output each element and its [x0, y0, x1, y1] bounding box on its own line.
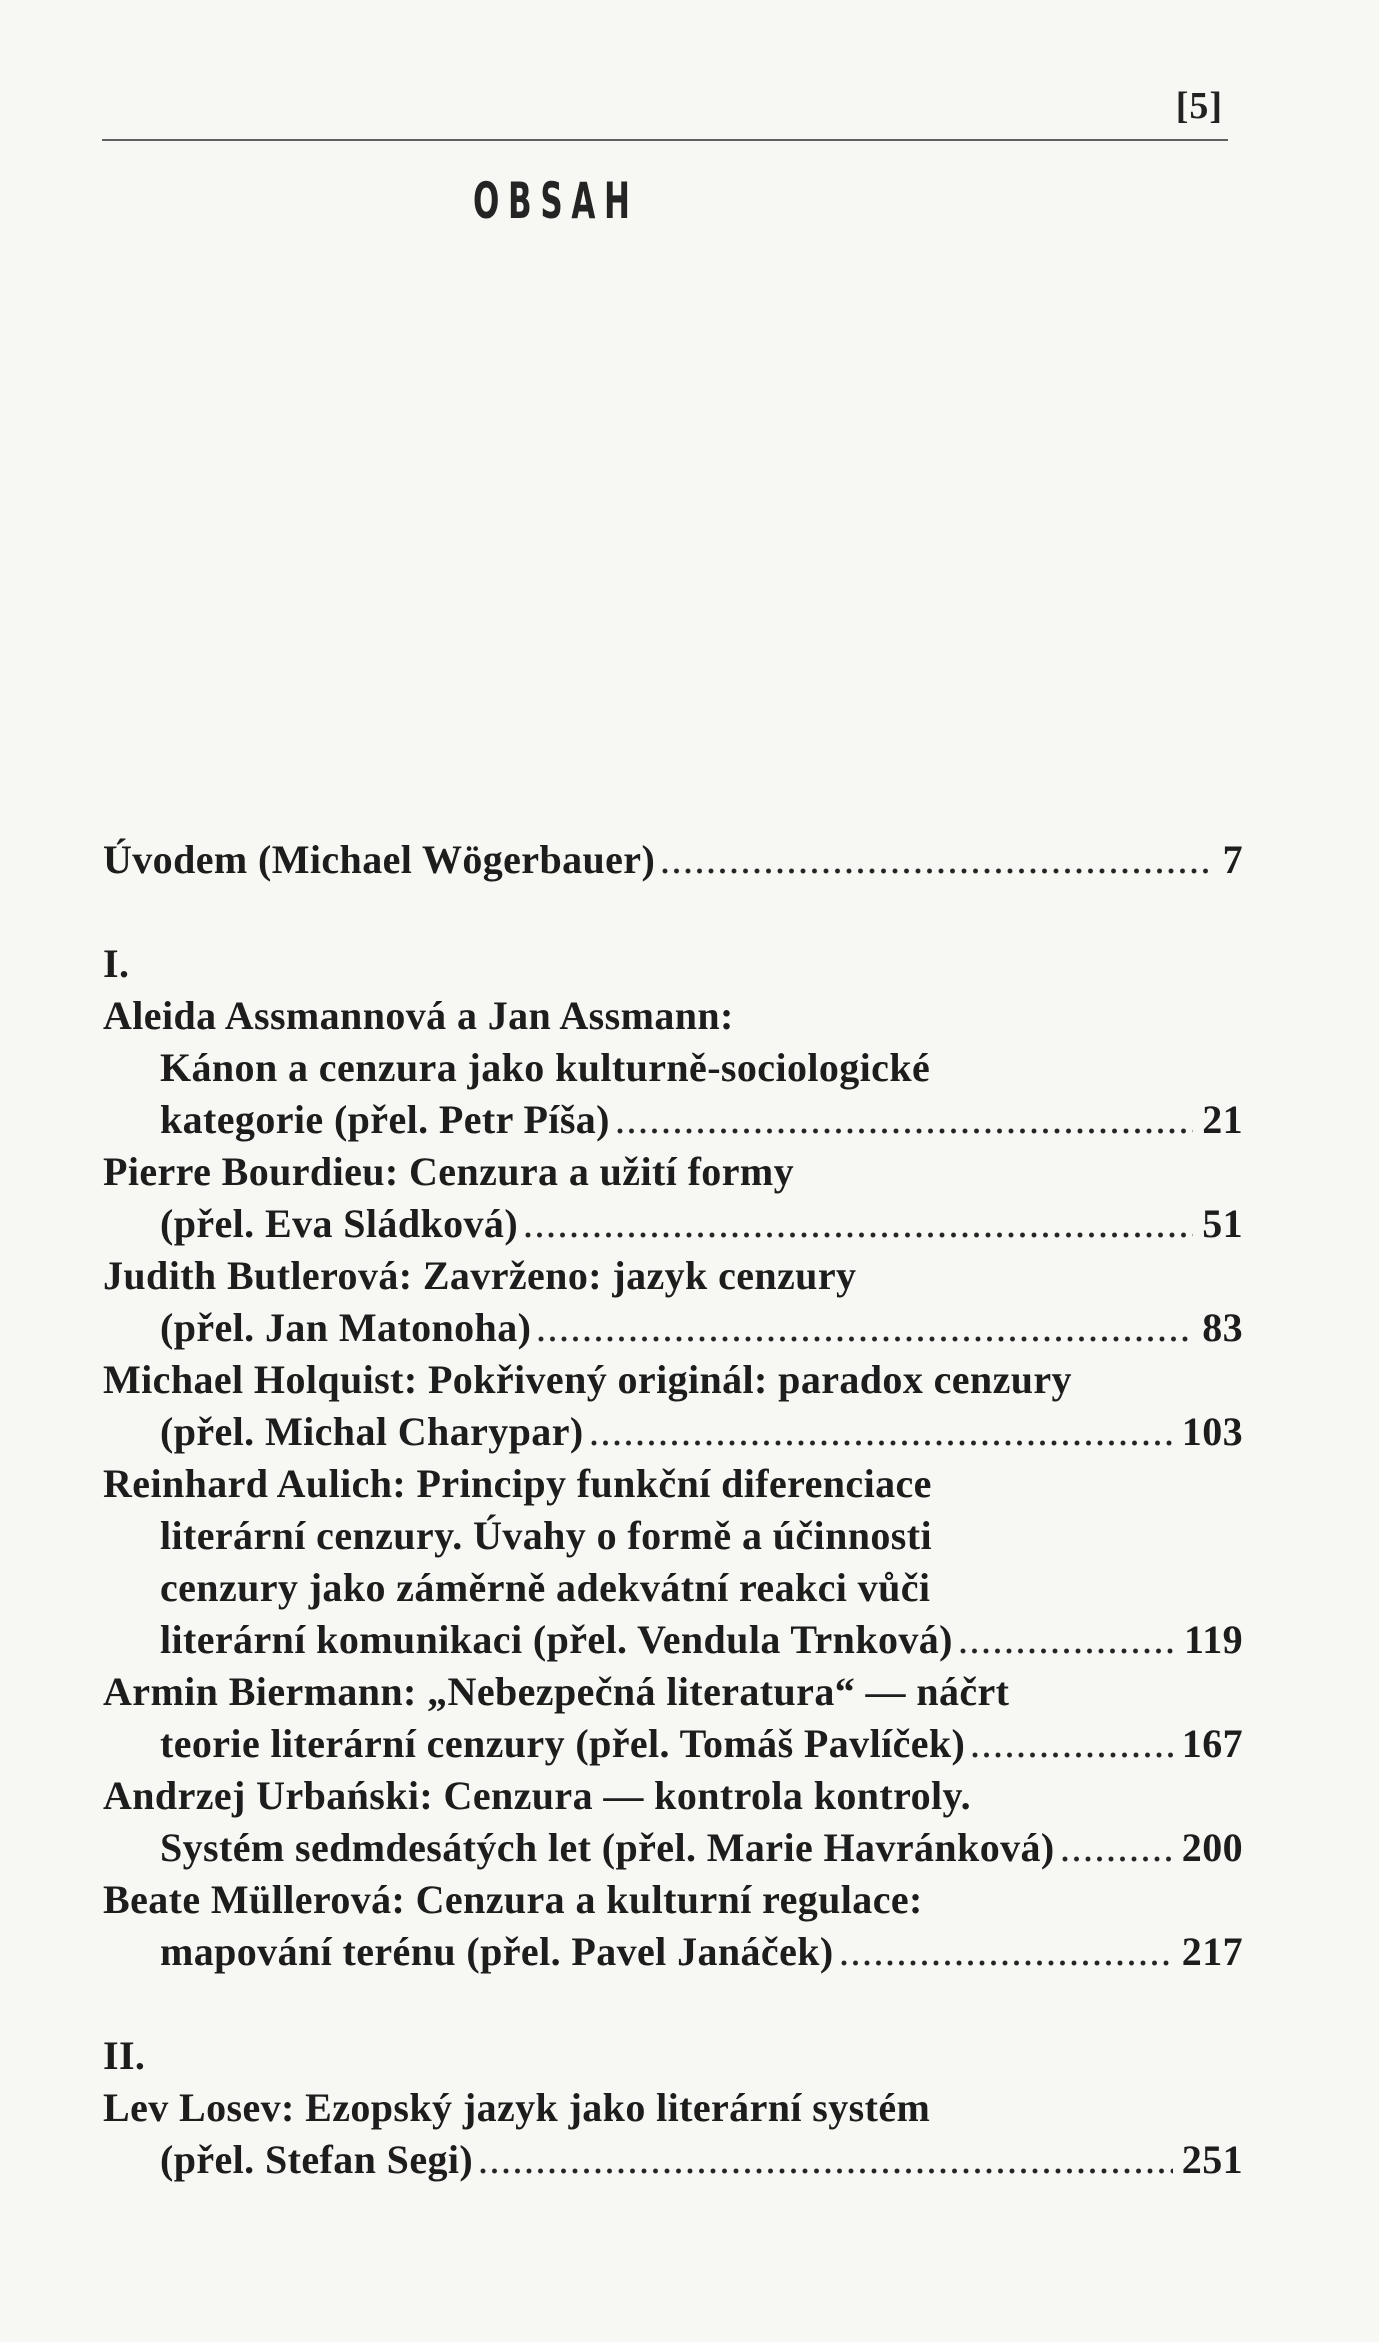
toc-entry-line: Lev Losev: Ezopský jazyk jako literární systém [103, 2085, 931, 2130]
toc-entry-line [103, 1094, 1243, 1146]
toc-entry [103, 990, 1243, 1146]
toc-entry [103, 1666, 1243, 1770]
toc-entry-text: (přel. Eva Sládková) [160, 1201, 519, 1246]
toc-entry-line: literární cenzury. Úvahy o formě a účinnosti [160, 1513, 932, 1558]
toc-entry [103, 1458, 1243, 1666]
dot-leader [538, 1336, 1193, 1342]
toc-entry-text: literární komunikaci (přel. Vendula Trnková) [160, 1617, 953, 1662]
toc-entry-text: Systém sedmdesátých let (přel. Marie Havránková) [160, 1825, 1055, 1870]
toc-entry [103, 1146, 1243, 1250]
dot-leader [617, 1128, 1193, 1134]
toc-entry-line: Aleida Assmannová a Jan Assmann: [103, 993, 734, 1038]
toc-entry-text: kategorie (přel. Petr Píša) [160, 1097, 610, 1142]
toc-entry-line: cenzury jako záměrně adekvátní reakci vůči [160, 1565, 931, 1610]
toc-entry-line [103, 1614, 1243, 1666]
dot-leader [841, 1960, 1173, 1966]
toc-entry-line [103, 1926, 1243, 1978]
page-number-folio: [5] [1175, 85, 1223, 127]
toc-entry-text: (přel. Stefan Segi) [160, 2137, 474, 2182]
toc-entry-line [103, 1822, 1243, 1874]
toc-entry-line: Judith Butlerová: Zavrženo: jazyk cenzury [103, 1253, 857, 1298]
dot-leader [1062, 1856, 1173, 1862]
toc-entry-text: teorie literární cenzury (přel. Tomáš Pavlíček) [160, 1721, 966, 1766]
toc-entry-line [103, 1302, 1243, 1354]
toc-entry-line: Kánon a cenzura jako kulturně-sociologické [160, 1045, 931, 1090]
toc-page-number: 251 [1181, 2137, 1243, 2182]
toc-page-number: 51 [1202, 1201, 1243, 1246]
dot-leader [960, 1648, 1175, 1654]
toc-page-number: 217 [1181, 1929, 1243, 1974]
toc-page-number: 167 [1181, 1721, 1243, 1766]
toc-page-number: 103 [1181, 1409, 1243, 1454]
page-title: OBSAH [473, 172, 639, 230]
toc-entry-line: Andrzej Urbański: Cenzura — kontrola kontroly. [103, 1773, 972, 1818]
toc-entry-line [103, 1198, 1243, 1250]
toc-entry-line: Pierre Bourdieu: Cenzura a užití formy [103, 1149, 794, 1194]
toc-page-number: 119 [1184, 1617, 1243, 1662]
table-of-contents [103, 834, 1243, 2186]
section-label: I. [103, 941, 130, 986]
toc-page-number: 200 [1181, 1825, 1243, 1870]
dot-leader [662, 868, 1213, 874]
toc-entry-text: (přel. Jan Matonoha) [160, 1305, 532, 1350]
toc-page-number: 83 [1202, 1305, 1243, 1350]
toc-page-number: 21 [1202, 1097, 1243, 1142]
toc-entry [103, 1250, 1243, 1354]
toc-entry [103, 1770, 1243, 1874]
dot-leader [972, 1752, 1173, 1758]
toc-entry-line [103, 1406, 1243, 1458]
toc-entry-line [103, 1718, 1243, 1770]
toc-entry-line: Reinhard Aulich: Principy funkční diferenciace [103, 1461, 932, 1506]
toc-entry-line [103, 834, 1243, 886]
toc-entry-text: Úvodem (Michael Wögerbauer) [103, 837, 656, 882]
header-rule [102, 139, 1228, 141]
toc-entry-line [103, 2134, 1243, 2186]
toc-entry-text: mapování terénu (přel. Pavel Janáček) [160, 1929, 834, 1974]
toc-entry-text: (přel. Michal Charypar) [160, 1409, 584, 1454]
dot-leader [525, 1232, 1193, 1238]
toc-entry [103, 2082, 1243, 2186]
toc-entry-line: Michael Holquist: Pokřivený originál: paradox cenzury [103, 1357, 1072, 1402]
dot-leader [591, 1440, 1173, 1446]
section-label: II. [103, 2033, 146, 2078]
toc-entry-line: Armin Biermann: „Nebezpečná literatura“ — náčrt [103, 1669, 1010, 1714]
toc-entry [103, 1874, 1243, 1978]
toc-entry-line: Beate Müllerová: Cenzura a kulturní regulace: [103, 1877, 923, 1922]
toc-entry [103, 1354, 1243, 1458]
toc-page-number: 7 [1222, 837, 1243, 882]
dot-leader [480, 2168, 1173, 2174]
toc-entry [103, 834, 1243, 886]
